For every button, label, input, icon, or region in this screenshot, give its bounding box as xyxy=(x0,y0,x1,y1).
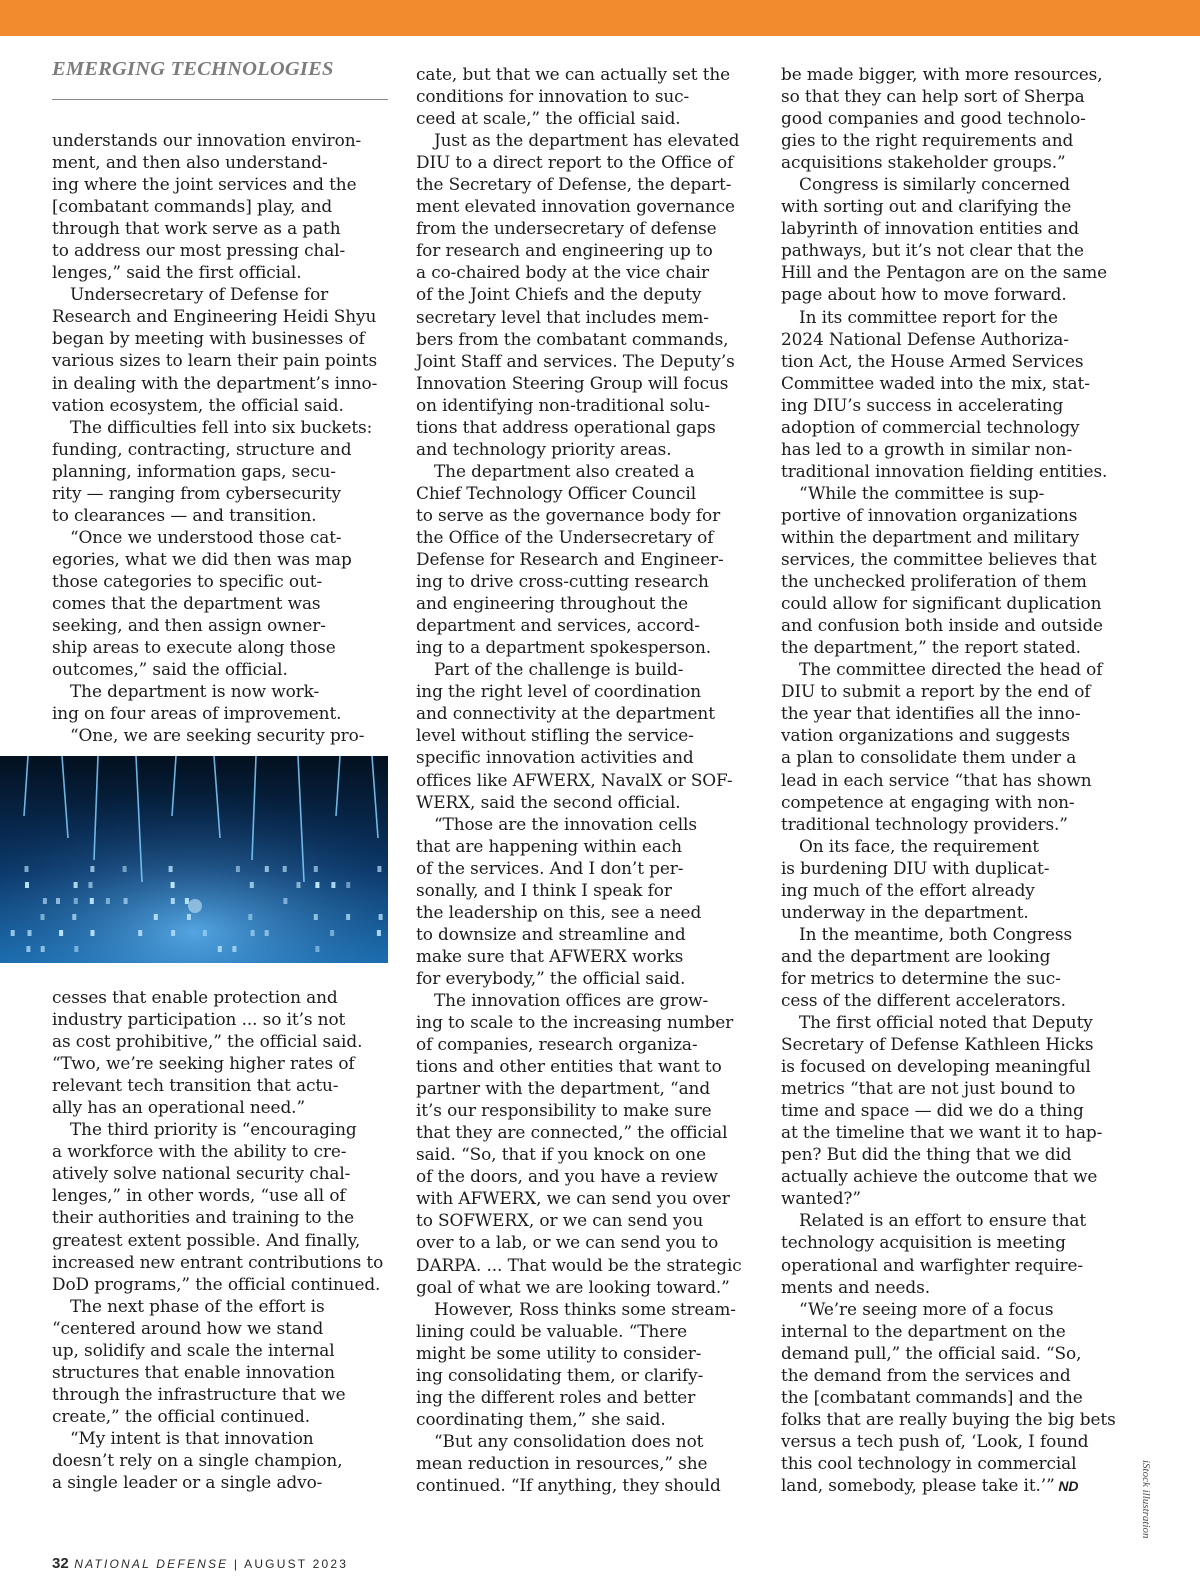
section-divider xyxy=(52,99,388,100)
text-line: of the doors, and you have a review xyxy=(416,1166,718,1187)
page-footer xyxy=(52,1555,348,1572)
text-line: DIU to submit a report by the end of xyxy=(781,681,1091,702)
text-line: internal to the department on the xyxy=(781,1320,1066,1341)
text-line: traditional innovation fielding entities. xyxy=(781,460,1108,481)
text-line: a plan to consolidate them under a xyxy=(781,747,1077,768)
text-line: and connectivity at the department xyxy=(416,703,715,724)
text-line: understands our innovation environ- xyxy=(52,130,362,150)
text-line: the leadership on this, see a need xyxy=(416,901,702,922)
text-line: Committee waded into the mix, stat- xyxy=(781,372,1090,393)
text-line: DoD programs,” the official continued. xyxy=(52,1273,381,1294)
text-line: The first official noted that Deputy xyxy=(799,1012,1093,1033)
text-line: doesn’t rely on a single champion, xyxy=(52,1449,343,1470)
text-line: various sizes to learn their pain points xyxy=(52,350,378,371)
text-line: tions and other entities that want to xyxy=(416,1056,722,1077)
text-line: to downsize and streamline and xyxy=(416,923,686,944)
text-line: page about how to move forward. xyxy=(781,284,1067,305)
circuit-dot xyxy=(248,914,252,920)
text-line: greatest extent possible. And finally, xyxy=(52,1229,361,1250)
text-line: their authorities and training to the xyxy=(52,1207,355,1228)
text-line: increased new entrant contributions to xyxy=(52,1251,384,1272)
text-line: coordinating them,” she said. xyxy=(416,1408,666,1429)
text-line: of companies, research organiza- xyxy=(416,1034,698,1055)
text-line: ceed at scale,” the official said. xyxy=(416,108,681,129)
text-line: sonally, and I think I speak for xyxy=(416,879,672,900)
text-line: The committee directed the head of xyxy=(799,659,1103,680)
text-line: the demand from the services and xyxy=(781,1364,1071,1385)
circuit-dot xyxy=(265,930,269,936)
text-line: create,” the official continued. xyxy=(52,1405,310,1426)
circuit-dot xyxy=(74,882,78,888)
circuit-dot xyxy=(185,898,189,904)
circuit-dot xyxy=(171,898,175,904)
text-line: those categories to specific out- xyxy=(52,570,323,591)
column-3 xyxy=(781,63,1141,1497)
text-line: with AFWERX, we can send you over xyxy=(416,1188,730,1209)
text-line: Research and Engineering Heidi Shyu xyxy=(52,306,377,327)
text-line: “Two, we’re seeking higher rates of xyxy=(52,1053,355,1074)
text-line: lenges,” said the first official. xyxy=(52,262,302,283)
column-2 xyxy=(416,63,766,1496)
footer-separator: | xyxy=(233,1557,240,1571)
text-line: the year that identifies all the inno- xyxy=(781,703,1081,724)
text-line: egories, what we did then was map xyxy=(52,548,352,569)
circuit-dot xyxy=(203,930,207,936)
photo-credit: iStock illustration xyxy=(1140,1460,1152,1539)
text-line: atively solve national security chal- xyxy=(52,1163,351,1184)
text-line: be made bigger, with more resources, xyxy=(781,64,1103,84)
circuit-dot xyxy=(138,930,142,936)
text-line: Joint Staff and services. The Deputy’s xyxy=(416,350,735,371)
text-line: ship areas to execute along those xyxy=(52,637,336,658)
text-line: of the services. And I don’t per- xyxy=(416,857,684,878)
circuit-dot xyxy=(123,866,127,872)
circuit-dot xyxy=(314,866,318,872)
text-line: a single leader or a single advo- xyxy=(52,1472,323,1493)
circuit-dot xyxy=(331,882,335,888)
text-line: ing to scale to the increasing number xyxy=(416,1012,734,1033)
circuit-dot xyxy=(169,866,173,872)
text-line: said. “So, that if you knock on one xyxy=(416,1144,706,1165)
text-line: over to a lab, or we can send you to xyxy=(416,1232,719,1253)
text-line: funding, contracting, structure and xyxy=(52,438,352,459)
text-line: In the meantime, both Congress xyxy=(799,923,1073,944)
text-line: level without stifling the service- xyxy=(416,725,694,746)
circuit-illustration-icon xyxy=(0,756,388,963)
page-number: 32 xyxy=(52,1555,69,1572)
text-line: tions that address operational gaps xyxy=(416,416,716,437)
circuit-dot xyxy=(236,866,240,872)
text-line: the department,” the report stated. xyxy=(781,637,1081,658)
text-line: partner with the department, “and xyxy=(416,1078,711,1099)
circuit-dot xyxy=(154,914,158,920)
text-line: department and services, accord- xyxy=(416,615,700,636)
text-line: bers from the combatant commands, xyxy=(416,328,729,349)
top-accent-bar xyxy=(0,0,1200,36)
circuit-dot xyxy=(74,898,78,904)
text-line: tion Act, the House Armed Services xyxy=(781,350,1084,371)
circuit-dot xyxy=(187,914,191,920)
text-line: competence at engaging with non- xyxy=(781,791,1075,812)
circuit-dot xyxy=(283,898,287,904)
text-line: that they are connected,” the official xyxy=(416,1122,728,1143)
text-line: comes that the department was xyxy=(52,592,321,613)
text-line: it’s our responsibility to make sure xyxy=(416,1100,712,1121)
text-line: ing where the joint services and the xyxy=(52,174,357,195)
text-line: ing to a department spokesperson. xyxy=(416,637,712,658)
text-line: Just as the department has elevated xyxy=(434,130,740,151)
text-line: cate, but that we can actually set the xyxy=(416,64,731,84)
text-line: DIU to a direct report to the Office of xyxy=(416,152,734,173)
text-line: ing the different roles and better xyxy=(416,1386,696,1407)
text-line: conditions for innovation to suc- xyxy=(416,86,690,107)
circuit-dot xyxy=(297,882,301,888)
text-line: specific innovation activities and xyxy=(416,747,694,768)
text-line: and engineering throughout the xyxy=(416,593,688,614)
text-line: is burdening DIU with duplicat- xyxy=(781,857,1050,878)
text-line: The department also created a xyxy=(434,460,695,481)
text-line: industry participation ... so it’s not xyxy=(52,1009,346,1030)
text-line: through that work serve as a path xyxy=(52,218,341,239)
text-line: vation ecosystem, the official said. xyxy=(52,394,344,415)
text-line: 2024 National Defense Authoriza- xyxy=(781,328,1069,349)
text-line: acquisitions stakeholder groups.” xyxy=(781,152,1066,173)
text-line: DARPA. ... That would be the strategic xyxy=(416,1254,742,1275)
text-line: continued. “If anything, they should xyxy=(416,1475,721,1495)
text-line: to SOFWERX, or we can send you xyxy=(416,1210,704,1231)
circuit-dot xyxy=(265,866,269,872)
text-line: wanted?” xyxy=(781,1188,861,1209)
circuit-dot xyxy=(90,866,94,872)
text-line: land, somebody, please take it.’” ND xyxy=(781,1475,1079,1495)
text-line: Chief Technology Officer Council xyxy=(416,482,697,503)
circuit-dot xyxy=(283,866,287,872)
text-line: labyrinth of innovation entities and xyxy=(781,218,1079,239)
text-line: “centered around how we stand xyxy=(52,1317,324,1338)
text-line: of the Joint Chiefs and the deputy xyxy=(416,284,702,305)
text-line: ing the right level of coordination xyxy=(416,681,702,702)
text-line: The third priority is “encouraging xyxy=(70,1119,357,1140)
text-line: In its committee report for the xyxy=(799,306,1058,327)
circuit-dot xyxy=(250,882,254,888)
text-line: seeking, and then assign owner- xyxy=(52,615,326,636)
text-line: with sorting out and clarifying the xyxy=(781,196,1072,217)
text-line: ally has an operational need.” xyxy=(52,1097,305,1118)
text-line: The difficulties fell into six buckets: xyxy=(70,416,373,437)
text-line: “My intent is that innovation xyxy=(70,1427,314,1448)
text-line: goal of what we are looking toward.” xyxy=(416,1276,730,1297)
text-line: lenges,” in other words, “use all of xyxy=(52,1185,346,1206)
circuit-dot xyxy=(26,946,30,952)
text-line: ing on four areas of improvement. xyxy=(52,703,342,724)
text-line: services, the committee believes that xyxy=(781,549,1097,570)
text-line: a co-chaired body at the vice chair xyxy=(416,262,709,283)
text-line: in dealing with the department’s inno- xyxy=(52,372,378,393)
text-line: this cool technology in commercial xyxy=(781,1452,1077,1473)
text-line: Hill and the Pentagon are on the same xyxy=(781,262,1108,283)
circuit-dot xyxy=(171,882,175,888)
circuit-dot xyxy=(106,898,110,904)
circuit-dot xyxy=(346,882,350,888)
text-line: metrics “that are not just bound to xyxy=(781,1078,1076,1099)
text-line: lead in each service “that has shown xyxy=(781,769,1092,790)
text-line: as cost prohibitive,” the official said. xyxy=(52,1031,363,1052)
text-line: adoption of commercial technology xyxy=(781,416,1080,437)
text-line: Secretary of Defense Kathleen Hicks xyxy=(781,1034,1094,1055)
circuit-dot xyxy=(124,898,128,904)
text-line: and technology priority areas. xyxy=(416,438,672,459)
text-line: up, solidify and scale the internal xyxy=(52,1339,335,1360)
circuit-dot xyxy=(25,866,29,872)
text-line: the [combatant commands] and the xyxy=(781,1386,1083,1407)
text-line: portive of innovation organizations xyxy=(781,504,1078,525)
text-line: could allow for significant duplication xyxy=(781,593,1102,614)
text-line: has led to a growth in similar non- xyxy=(781,438,1073,459)
text-line: “We’re seeing more of a focus xyxy=(799,1298,1054,1319)
circuit-dot xyxy=(330,930,334,936)
circuit-dot xyxy=(90,898,94,904)
text-line: through the infrastructure that we xyxy=(52,1383,346,1404)
text-line: and the department are looking xyxy=(781,945,1051,966)
text-line: However, Ross thinks some stream- xyxy=(434,1298,736,1319)
text-line: is focused on developing meaningful xyxy=(781,1056,1091,1077)
text-line: structures that enable innovation xyxy=(52,1361,335,1382)
text-line: “But any consolidation does not xyxy=(434,1430,704,1451)
text-line: On its face, the requirement xyxy=(799,835,1039,856)
text-line: ment, and then also understand- xyxy=(52,152,328,173)
circuit-dot xyxy=(218,946,222,952)
text-line: Congress is similarly concerned xyxy=(799,174,1070,195)
text-line: the Office of the Undersecretary of xyxy=(416,526,714,547)
text-line: at the timeline that we want it to hap- xyxy=(781,1122,1103,1143)
circuit-dot xyxy=(59,930,63,936)
text-line: “Those are the innovation cells xyxy=(434,813,697,834)
text-line: The next phase of the effort is xyxy=(70,1295,325,1316)
text-line: “One, we are seeking security pro- xyxy=(70,725,365,746)
text-line: to address our most pressing chal- xyxy=(52,240,346,261)
text-line: The innovation offices are grow- xyxy=(434,989,709,1010)
text-line: make sure that AFWERX works xyxy=(416,945,684,966)
circuit-dot xyxy=(171,930,175,936)
text-line: lining could be valuable. “There xyxy=(416,1320,687,1341)
circuit-dot xyxy=(74,946,78,952)
text-line: ments and needs. xyxy=(781,1276,930,1297)
text-line: Innovation Steering Group will focus xyxy=(416,372,729,393)
text-line: offices like AFWERX, NavalX or SOF- xyxy=(416,769,733,790)
circuit-dot xyxy=(232,946,236,952)
circuit-dot xyxy=(89,882,93,888)
text-line: ing much of the effort already xyxy=(781,879,1035,900)
text-line: within the department and military xyxy=(781,526,1080,547)
text-line: that are happening within each xyxy=(416,835,682,856)
circuit-dot xyxy=(346,914,350,920)
circuit-dot xyxy=(315,882,319,888)
text-line: Defense for Research and Engineer- xyxy=(416,549,724,570)
circuit-dot xyxy=(28,930,32,936)
circuit-dot xyxy=(251,930,255,936)
text-line: cess of the different accelerators. xyxy=(781,989,1066,1010)
circuit-dot xyxy=(377,866,381,872)
text-line: actually achieve the outcome that we xyxy=(781,1166,1098,1187)
text-line: demand pull,” the official said. “So, xyxy=(781,1342,1082,1363)
end-mark: ND xyxy=(1054,1478,1079,1494)
text-line: so that they can help sort of Sherpa xyxy=(781,86,1085,107)
text-line: might be some utility to consider- xyxy=(416,1342,702,1363)
text-line: WERX, said the second official. xyxy=(416,791,681,812)
text-line: underway in the department. xyxy=(781,901,1029,922)
text-line: ment elevated innovation governance xyxy=(416,196,735,217)
circuit-dot xyxy=(72,914,76,920)
circuit-dot xyxy=(314,914,318,920)
text-line: ing DIU’s success in accelerating xyxy=(781,394,1064,415)
text-line: “Once we understood those cat- xyxy=(70,526,342,547)
text-line: began by meeting with businesses of xyxy=(52,328,365,349)
text-line: for everybody,” the official said. xyxy=(416,967,686,988)
publication-name: NATIONAL DEFENSE xyxy=(74,1557,229,1571)
text-line: to serve as the governance body for xyxy=(416,504,721,525)
text-line: and confusion both inside and outside xyxy=(781,615,1103,636)
text-line: ing to drive cross-cutting research xyxy=(416,571,709,592)
text-line: a workforce with the ability to cre- xyxy=(52,1141,347,1162)
text-line: [combatant commands] play, and xyxy=(52,196,333,217)
text-line: the Secretary of Defense, the depart- xyxy=(416,174,732,195)
text-line: technology acquisition is meeting xyxy=(781,1232,1066,1253)
text-line: “While the committee is sup- xyxy=(799,482,1045,503)
text-line: rity — ranging from cybersecurity xyxy=(52,482,342,503)
text-line: Related is an effort to ensure that xyxy=(799,1210,1087,1231)
issue-date: AUGUST 2023 xyxy=(244,1557,349,1571)
text-line: the unchecked proliferation of them xyxy=(781,571,1087,592)
text-line: to clearances — and transition. xyxy=(52,504,317,525)
text-line: versus a tech push of, ‘Look, I found xyxy=(781,1430,1089,1451)
circuit-dot xyxy=(43,898,47,904)
text-line: good companies and good technolo- xyxy=(781,108,1086,129)
text-line: ing consolidating them, or clarify- xyxy=(416,1364,704,1385)
text-line: Undersecretary of Defense for xyxy=(70,284,329,305)
circuit-dot xyxy=(56,898,60,904)
column-1-top xyxy=(52,129,392,746)
text-line: operational and warfighter require- xyxy=(781,1254,1083,1275)
text-line: cesses that enable protection and xyxy=(52,987,338,1007)
circuit-dot xyxy=(315,946,319,952)
text-line: planning, information gaps, secu- xyxy=(52,460,336,481)
circuit-dot xyxy=(41,914,45,920)
text-line: from the undersecretary of defense xyxy=(416,218,717,239)
text-line: for research and engineering up to xyxy=(416,240,713,261)
text-line: traditional technology providers.” xyxy=(781,813,1068,834)
circuit-dot xyxy=(25,882,29,888)
text-line: outcomes,” said the official. xyxy=(52,659,288,680)
text-line: secretary level that includes mem- xyxy=(416,306,709,327)
text-line: Part of the challenge is build- xyxy=(434,659,684,680)
text-line: folks that are really buying the big bets xyxy=(781,1408,1116,1429)
circuit-orb xyxy=(188,899,202,913)
circuit-dot xyxy=(377,930,381,936)
circuit-dot xyxy=(11,930,15,936)
text-line: on identifying non-traditional solu- xyxy=(416,394,711,415)
circuit-dot xyxy=(379,914,383,920)
text-line: mean reduction in resources,” she xyxy=(416,1452,708,1473)
text-line: time and space — did we do a thing xyxy=(781,1100,1084,1121)
text-line: for metrics to determine the suc- xyxy=(781,967,1061,988)
circuit-dot xyxy=(41,946,45,952)
text-line: The department is now work- xyxy=(70,681,320,702)
circuit-dot xyxy=(91,930,95,936)
text-line: relevant tech transition that actu- xyxy=(52,1075,339,1096)
text-line: gies to the right requirements and xyxy=(781,130,1074,151)
section-label: EMERGING TECHNOLOGIES xyxy=(52,58,334,80)
text-line: vation organizations and suggests xyxy=(781,725,1070,746)
column-1-bottom xyxy=(52,986,392,1493)
text-line: pathways, but it’s not clear that the xyxy=(781,240,1084,261)
text-line: pen? But did the thing that we did xyxy=(781,1144,1072,1165)
